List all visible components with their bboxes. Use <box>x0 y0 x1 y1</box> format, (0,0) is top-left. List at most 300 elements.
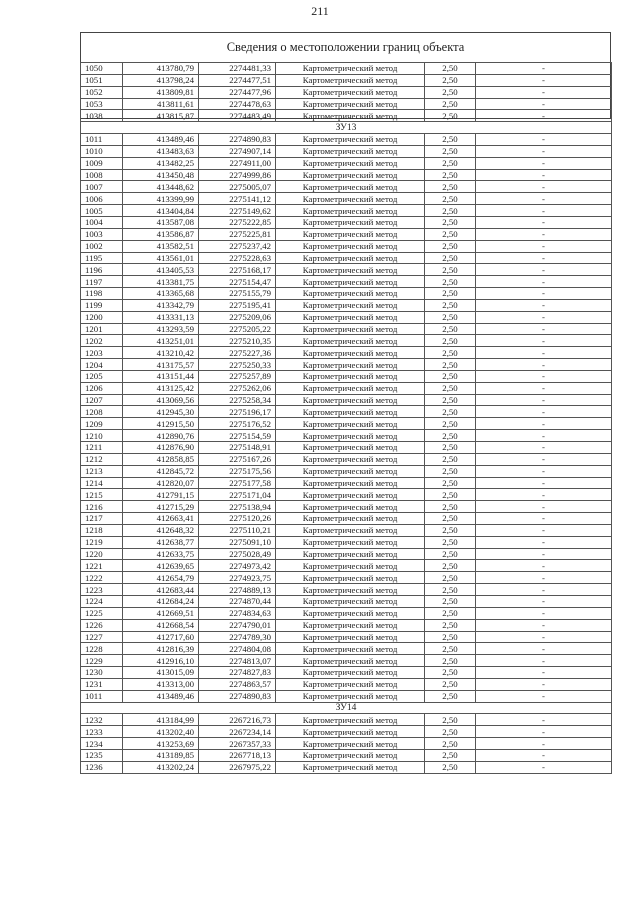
method-cell: Картометрический метод <box>276 619 425 631</box>
point-number-cell: 1224 <box>81 595 123 607</box>
description-cell: - <box>476 264 612 276</box>
description-cell: - <box>476 536 612 548</box>
coord-x-cell: 412858,85 <box>123 453 199 465</box>
description-cell: - <box>476 749 612 761</box>
accuracy-cell: 2,50 <box>425 74 476 86</box>
table-row <box>81 323 612 335</box>
description-cell: - <box>476 288 612 300</box>
accuracy-cell: 2,50 <box>425 536 476 548</box>
point-number-cell: 1010 <box>81 145 123 157</box>
description-cell: - <box>476 584 612 596</box>
coord-x-cell: 412845,72 <box>123 465 199 477</box>
accuracy-cell: 2,50 <box>425 169 476 181</box>
accuracy-cell: 2,50 <box>425 86 476 98</box>
description-cell: - <box>476 631 612 643</box>
description-cell: - <box>476 370 612 382</box>
coord-y-cell: 2275177,58 <box>199 477 276 489</box>
method-cell: Картометрический метод <box>276 370 425 382</box>
description-cell: - <box>476 86 612 98</box>
point-number-cell: 1235 <box>81 749 123 761</box>
description-cell: - <box>476 595 612 607</box>
point-number-cell: 1214 <box>81 477 123 489</box>
point-number-cell: 1223 <box>81 584 123 596</box>
description-cell: - <box>476 548 612 560</box>
accuracy-cell: 2,50 <box>425 430 476 442</box>
coord-x-cell: 412669,51 <box>123 607 199 619</box>
coordinates-table-body <box>81 63 612 774</box>
point-number-cell: 1053 <box>81 98 123 110</box>
coord-x-cell: 413405,53 <box>123 264 199 276</box>
description-cell: - <box>476 169 612 181</box>
description-cell: - <box>476 145 612 157</box>
method-cell: Картометрический метод <box>276 667 425 679</box>
coord-y-cell: 2275237,42 <box>199 240 276 252</box>
coord-y-cell: 2274907,14 <box>199 145 276 157</box>
accuracy-cell: 2,50 <box>425 619 476 631</box>
description-cell: - <box>476 501 612 513</box>
description-cell: - <box>476 276 612 288</box>
description-cell: - <box>476 726 612 738</box>
table-row <box>81 477 612 489</box>
point-number-cell: 1003 <box>81 228 123 240</box>
method-cell: Картометрический метод <box>276 560 425 572</box>
coord-x-cell: 412820,07 <box>123 477 199 489</box>
point-number-cell: 1202 <box>81 335 123 347</box>
method-cell: Картометрический метод <box>276 240 425 252</box>
description-cell: - <box>476 98 612 110</box>
point-number-cell: 1209 <box>81 418 123 430</box>
coord-y-cell: 2275225,81 <box>199 228 276 240</box>
accuracy-cell: 2,50 <box>425 382 476 394</box>
coord-y-cell: 2275120,26 <box>199 513 276 525</box>
coord-y-cell: 2275168,17 <box>199 264 276 276</box>
point-number-cell: 1228 <box>81 643 123 655</box>
description-cell: - <box>476 738 612 750</box>
table-row <box>81 631 612 643</box>
coord-y-cell: 2275228,63 <box>199 252 276 264</box>
table-row <box>81 690 612 702</box>
coord-x-cell: 413809,81 <box>123 86 199 98</box>
accuracy-cell: 2,50 <box>425 690 476 702</box>
coord-x-cell: 413399,99 <box>123 193 199 205</box>
coord-x-cell: 413175,57 <box>123 359 199 371</box>
accuracy-cell: 2,50 <box>425 347 476 359</box>
description-cell: - <box>476 690 612 702</box>
coord-y-cell: 2275138,94 <box>199 501 276 513</box>
coord-y-cell: 2275028,49 <box>199 548 276 560</box>
table-row <box>81 655 612 667</box>
coord-y-cell: 2275250,33 <box>199 359 276 371</box>
point-number-cell: 1002 <box>81 240 123 252</box>
table-row <box>81 181 612 193</box>
method-cell: Картометрический метод <box>276 86 425 98</box>
method-cell: Картометрический метод <box>276 216 425 228</box>
table-row <box>81 572 612 584</box>
table-row <box>81 157 612 169</box>
point-number-cell: 1232 <box>81 714 123 726</box>
description-cell: - <box>476 382 612 394</box>
method-cell: Картометрический метод <box>276 359 425 371</box>
method-cell: Картометрический метод <box>276 548 425 560</box>
point-number-cell: 1011 <box>81 690 123 702</box>
method-cell: Картометрический метод <box>276 74 425 86</box>
point-number-cell: 1225 <box>81 607 123 619</box>
accuracy-cell: 2,50 <box>425 572 476 584</box>
point-number-cell: 1227 <box>81 631 123 643</box>
coord-x-cell: 413404,84 <box>123 205 199 217</box>
method-cell: Картометрический метод <box>276 299 425 311</box>
method-cell: Картометрический метод <box>276 678 425 690</box>
coord-x-cell: 413582,51 <box>123 240 199 252</box>
accuracy-cell: 2,50 <box>425 607 476 619</box>
description-cell: - <box>476 311 612 323</box>
point-number-cell: 1216 <box>81 501 123 513</box>
method-cell: Картометрический метод <box>276 347 425 359</box>
coord-x-cell: 412648,32 <box>123 524 199 536</box>
method-cell: Картометрический метод <box>276 501 425 513</box>
coord-y-cell: 2275154,59 <box>199 430 276 442</box>
accuracy-cell: 2,50 <box>425 205 476 217</box>
table-row <box>81 430 612 442</box>
coord-y-cell: 2274481,33 <box>199 63 276 75</box>
coord-y-cell: 2274789,30 <box>199 631 276 643</box>
description-cell: - <box>476 524 612 536</box>
coord-x-cell: 412791,15 <box>123 489 199 501</box>
description-cell: - <box>476 430 612 442</box>
point-number-cell: 1011 <box>81 134 123 146</box>
coord-y-cell: 2275167,26 <box>199 453 276 465</box>
accuracy-cell: 2,50 <box>425 489 476 501</box>
point-number-cell: 1206 <box>81 382 123 394</box>
table-row <box>81 228 612 240</box>
table-row <box>81 761 612 773</box>
accuracy-cell: 2,50 <box>425 477 476 489</box>
table-row <box>81 98 612 110</box>
coord-x-cell: 412683,44 <box>123 584 199 596</box>
coord-y-cell: 2275196,17 <box>199 406 276 418</box>
accuracy-cell: 2,50 <box>425 726 476 738</box>
coord-y-cell: 2274483,49 <box>199 110 276 122</box>
description-cell: - <box>476 216 612 228</box>
table-row <box>81 714 612 726</box>
method-cell: Картометрический метод <box>276 761 425 773</box>
table-row <box>81 536 612 548</box>
coord-y-cell: 2274973,42 <box>199 560 276 572</box>
accuracy-cell: 2,50 <box>425 738 476 750</box>
method-cell: Картометрический метод <box>276 738 425 750</box>
section-label: ЗУ13 <box>81 122 612 134</box>
point-number-cell: 1226 <box>81 619 123 631</box>
coord-x-cell: 412715,29 <box>123 501 199 513</box>
accuracy-cell: 2,50 <box>425 548 476 560</box>
point-number-cell: 1199 <box>81 299 123 311</box>
accuracy-cell: 2,50 <box>425 655 476 667</box>
method-cell: Картометрический метод <box>276 465 425 477</box>
table-row <box>81 205 612 217</box>
coord-x-cell: 413489,46 <box>123 690 199 702</box>
table-row <box>81 359 612 371</box>
point-number-cell: 1220 <box>81 548 123 560</box>
coord-y-cell: 2275005,07 <box>199 181 276 193</box>
coord-x-cell: 412638,77 <box>123 536 199 548</box>
table-title: Сведения о местоположении границ объекта <box>226 40 465 54</box>
method-cell: Картометрический метод <box>276 513 425 525</box>
point-number-cell: 1211 <box>81 442 123 454</box>
coord-x-cell: 413587,08 <box>123 216 199 228</box>
table-row <box>81 501 612 513</box>
accuracy-cell: 2,50 <box>425 513 476 525</box>
accuracy-cell: 2,50 <box>425 216 476 228</box>
accuracy-cell: 2,50 <box>425 110 476 122</box>
coord-x-cell: 413184,99 <box>123 714 199 726</box>
method-cell: Картометрический метод <box>276 714 425 726</box>
coord-y-cell: 2275149,62 <box>199 205 276 217</box>
point-number-cell: 1038 <box>81 110 123 122</box>
coord-x-cell: 412663,41 <box>123 513 199 525</box>
method-cell: Картометрический метод <box>276 193 425 205</box>
coord-x-cell: 412668,54 <box>123 619 199 631</box>
table-row <box>81 347 612 359</box>
description-cell: - <box>476 74 612 86</box>
description-cell: - <box>476 465 612 477</box>
description-cell: - <box>476 453 612 465</box>
coord-y-cell: 2275154,47 <box>199 276 276 288</box>
description-cell: - <box>476 228 612 240</box>
method-cell: Картометрический метод <box>276 252 425 264</box>
accuracy-cell: 2,50 <box>425 560 476 572</box>
point-number-cell: 1007 <box>81 181 123 193</box>
accuracy-cell: 2,50 <box>425 406 476 418</box>
method-cell: Картометрический метод <box>276 726 425 738</box>
accuracy-cell: 2,50 <box>425 323 476 335</box>
point-number-cell: 1212 <box>81 453 123 465</box>
point-number-cell: 1221 <box>81 560 123 572</box>
description-cell: - <box>476 157 612 169</box>
coord-y-cell: 2275091,10 <box>199 536 276 548</box>
method-cell: Картометрический метод <box>276 584 425 596</box>
coord-y-cell: 2274890,83 <box>199 690 276 702</box>
accuracy-cell: 2,50 <box>425 631 476 643</box>
table-row <box>81 465 612 477</box>
point-number-cell: 1196 <box>81 264 123 276</box>
accuracy-cell: 2,50 <box>425 749 476 761</box>
section-row <box>81 122 612 134</box>
coord-y-cell: 2274790,01 <box>199 619 276 631</box>
table-row <box>81 169 612 181</box>
coord-y-cell: 2274834,63 <box>199 607 276 619</box>
method-cell: Картометрический метод <box>276 288 425 300</box>
method-cell: Картометрический метод <box>276 489 425 501</box>
method-cell: Картометрический метод <box>276 394 425 406</box>
table-row <box>81 252 612 264</box>
method-cell: Картометрический метод <box>276 572 425 584</box>
point-number-cell: 1219 <box>81 536 123 548</box>
coord-y-cell: 2274999,86 <box>199 169 276 181</box>
section-row <box>81 702 612 714</box>
table-row <box>81 264 612 276</box>
coordinates-table <box>80 62 612 774</box>
coord-x-cell: 413251,01 <box>123 335 199 347</box>
point-number-cell: 1233 <box>81 726 123 738</box>
method-cell: Картометрический метод <box>276 63 425 75</box>
table-row <box>81 370 612 382</box>
accuracy-cell: 2,50 <box>425 157 476 169</box>
accuracy-cell: 2,50 <box>425 63 476 75</box>
coord-x-cell: 413151,44 <box>123 370 199 382</box>
coord-x-cell: 413365,68 <box>123 288 199 300</box>
description-cell: - <box>476 655 612 667</box>
table-row <box>81 394 612 406</box>
coord-x-cell: 413202,40 <box>123 726 199 738</box>
description-cell: - <box>476 205 612 217</box>
coord-x-cell: 413483,63 <box>123 145 199 157</box>
coord-y-cell: 2275175,56 <box>199 465 276 477</box>
coord-x-cell: 412684,24 <box>123 595 199 607</box>
method-cell: Картометрический метод <box>276 134 425 146</box>
method-cell: Картометрический метод <box>276 276 425 288</box>
point-number-cell: 1234 <box>81 738 123 750</box>
table-row <box>81 63 612 75</box>
table-row <box>81 738 612 750</box>
page-number: 211 <box>311 4 329 18</box>
method-cell: Картометрический метод <box>276 228 425 240</box>
method-cell: Картометрический метод <box>276 264 425 276</box>
point-number-cell: 1008 <box>81 169 123 181</box>
table-row <box>81 418 612 430</box>
point-number-cell: 1215 <box>81 489 123 501</box>
method-cell: Картометрический метод <box>276 335 425 347</box>
accuracy-cell: 2,50 <box>425 595 476 607</box>
description-cell: - <box>476 181 612 193</box>
accuracy-cell: 2,50 <box>425 442 476 454</box>
coord-y-cell: 2275195,41 <box>199 299 276 311</box>
coord-y-cell: 2267234,14 <box>199 726 276 738</box>
method-cell: Картометрический метод <box>276 418 425 430</box>
point-number-cell: 1005 <box>81 205 123 217</box>
accuracy-cell: 2,50 <box>425 678 476 690</box>
coord-x-cell: 412945,30 <box>123 406 199 418</box>
coord-x-cell: 412916,10 <box>123 655 199 667</box>
point-number-cell: 1208 <box>81 406 123 418</box>
description-cell: - <box>476 323 612 335</box>
point-number-cell: 1230 <box>81 667 123 679</box>
coord-y-cell: 2274804,08 <box>199 643 276 655</box>
method-cell: Картометрический метод <box>276 406 425 418</box>
description-cell: - <box>476 110 612 122</box>
table-row <box>81 667 612 679</box>
accuracy-cell: 2,50 <box>425 288 476 300</box>
point-number-cell: 1050 <box>81 63 123 75</box>
method-cell: Картометрический метод <box>276 536 425 548</box>
description-cell: - <box>476 335 612 347</box>
coord-x-cell: 413189,85 <box>123 749 199 761</box>
coord-y-cell: 2275205,22 <box>199 323 276 335</box>
description-cell: - <box>476 560 612 572</box>
method-cell: Картометрический метод <box>276 477 425 489</box>
accuracy-cell: 2,50 <box>425 370 476 382</box>
coord-y-cell: 2275258,34 <box>199 394 276 406</box>
coord-x-cell: 413448,62 <box>123 181 199 193</box>
point-number-cell: 1052 <box>81 86 123 98</box>
accuracy-cell: 2,50 <box>425 453 476 465</box>
table-row <box>81 726 612 738</box>
coord-x-cell: 413586,87 <box>123 228 199 240</box>
method-cell: Картометрический метод <box>276 157 425 169</box>
coord-x-cell: 413342,79 <box>123 299 199 311</box>
table-row <box>81 513 612 525</box>
point-number-cell: 1207 <box>81 394 123 406</box>
coord-x-cell: 412890,76 <box>123 430 199 442</box>
accuracy-cell: 2,50 <box>425 264 476 276</box>
coord-y-cell: 2275209,06 <box>199 311 276 323</box>
description-cell: - <box>476 406 612 418</box>
coord-y-cell: 2275110,21 <box>199 524 276 536</box>
coord-y-cell: 2274827,83 <box>199 667 276 679</box>
method-cell: Картометрический метод <box>276 524 425 536</box>
description-cell: - <box>476 667 612 679</box>
table-row <box>81 134 612 146</box>
coord-x-cell: 413815,87 <box>123 110 199 122</box>
point-number-cell: 1051 <box>81 74 123 86</box>
description-cell: - <box>476 347 612 359</box>
table-row <box>81 216 612 228</box>
accuracy-cell: 2,50 <box>425 276 476 288</box>
coord-x-cell: 412717,60 <box>123 631 199 643</box>
accuracy-cell: 2,50 <box>425 465 476 477</box>
point-number-cell: 1217 <box>81 513 123 525</box>
method-cell: Картометрический метод <box>276 205 425 217</box>
section-label: ЗУ14 <box>81 702 612 714</box>
coord-x-cell: 413798,24 <box>123 74 199 86</box>
method-cell: Картометрический метод <box>276 382 425 394</box>
coord-y-cell: 2274911,00 <box>199 157 276 169</box>
description-cell: - <box>476 572 612 584</box>
coord-y-cell: 2274477,51 <box>199 74 276 86</box>
accuracy-cell: 2,50 <box>425 418 476 430</box>
table-row <box>81 749 612 761</box>
table-row <box>81 74 612 86</box>
method-cell: Картометрический метод <box>276 595 425 607</box>
point-number-cell: 1213 <box>81 465 123 477</box>
method-cell: Картометрический метод <box>276 643 425 655</box>
table-row <box>81 86 612 98</box>
accuracy-cell: 2,50 <box>425 181 476 193</box>
description-cell: - <box>476 193 612 205</box>
coord-y-cell: 2275171,04 <box>199 489 276 501</box>
table-row <box>81 276 612 288</box>
point-number-cell: 1229 <box>81 655 123 667</box>
description-cell: - <box>476 442 612 454</box>
coord-y-cell: 2274863,57 <box>199 678 276 690</box>
coord-y-cell: 2274870,44 <box>199 595 276 607</box>
accuracy-cell: 2,50 <box>425 98 476 110</box>
table-row <box>81 560 612 572</box>
coord-x-cell: 413313,00 <box>123 678 199 690</box>
accuracy-cell: 2,50 <box>425 252 476 264</box>
description-cell: - <box>476 240 612 252</box>
coord-x-cell: 413450,48 <box>123 169 199 181</box>
coord-x-cell: 413561,01 <box>123 252 199 264</box>
coord-y-cell: 2275176,52 <box>199 418 276 430</box>
coord-y-cell: 2275141,12 <box>199 193 276 205</box>
coord-x-cell: 413780,79 <box>123 63 199 75</box>
coord-x-cell: 413331,13 <box>123 311 199 323</box>
coord-y-cell: 2275210,35 <box>199 335 276 347</box>
point-number-cell: 1004 <box>81 216 123 228</box>
point-number-cell: 1201 <box>81 323 123 335</box>
coord-y-cell: 2274890,83 <box>199 134 276 146</box>
description-cell: - <box>476 607 612 619</box>
